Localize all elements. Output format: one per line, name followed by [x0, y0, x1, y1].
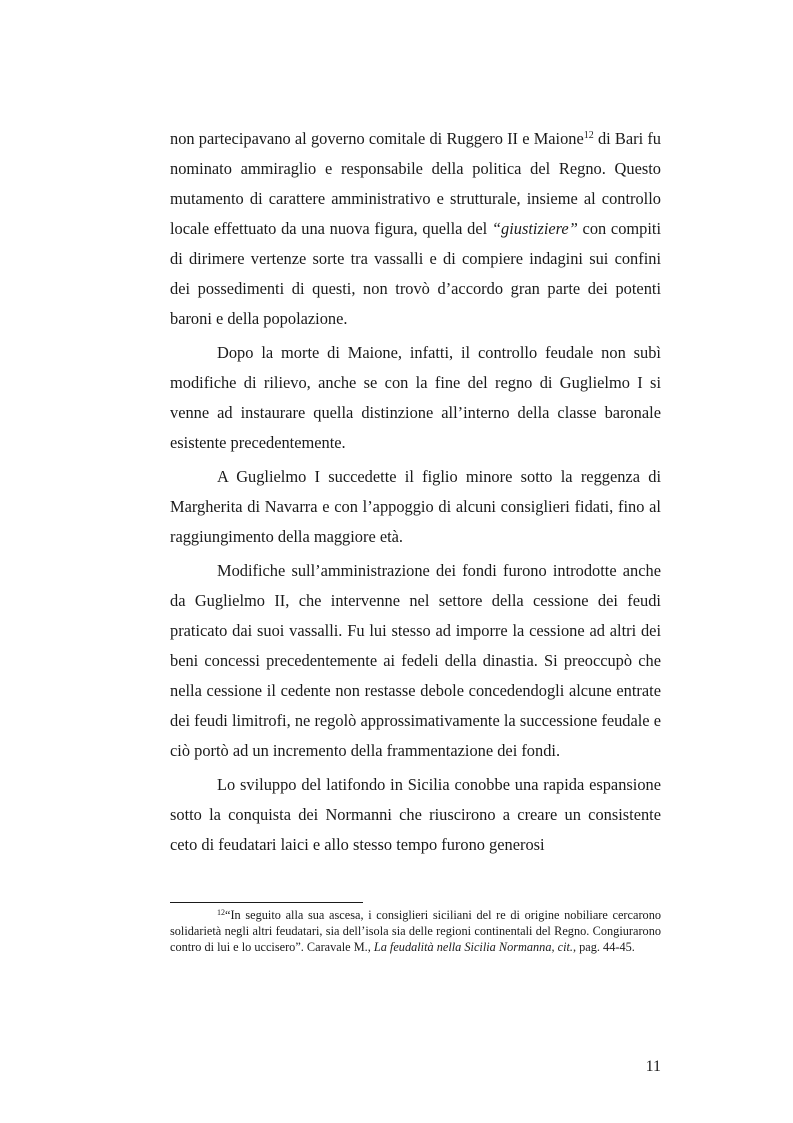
paragraph-1-text-c: con compiti di dirimere vertenze sorte tra vassalli e di compiere indagini sui confini dei possedimenti di questi, non trovò d’accordo gran parte dei potenti baroni e della popolazione. [170, 219, 662, 328]
paragraph-1-text-b: di Bari fu nominato ammiraglio e responsabile della politica del Regno. Questo mutamento di carattere amministrativo e strutturale, insieme al controllo locale effettuato da una nuova figura, quella del [170, 129, 661, 238]
paragraph-2: Dopo la morte di Maione, infatti, il controllo feudale non subì modifiche di rilievo, anche se con la fine del regno di Guglielmo I si venne ad instaurare quella distinzione all’interno della classe baronale esistente precedentemente. [170, 343, 661, 452]
footnote-text: “In seguito alla sua ascesa, i consiglieri siciliani del re di origine nobiliare cercarono solidarietà negli altri feudatari, sia dell’isola sia delle regioni continentali del Regno. Congiurarono contro di lui e lo uccisero”. Caravale M., [170, 908, 661, 954]
page-number: 11 [645, 1058, 661, 1075]
footnote-citation-title: La feudalità nella Sicilia Normanna, cit. [373, 940, 573, 954]
paragraph-4: Modifiche sull’amministrazione dei fondi furono introdotte anche da Guglielmo II, che intervenne nel settore della cessione dei feudi praticato dai suoi vassalli. Fu lui stesso ad imporre la cessione ad altri dei beni concessi precedentemente ai fedeli della dinastia. Si preoccupò che nella cessione il cedente non restasse debole concedendogli alcune entrate dei feudi limitrofi, ne regolò approssimativamente la successione feudale e ciò portò ad un incremento della frammentazione dei fondi. [170, 561, 661, 760]
paragraph-1 [170, 124, 661, 334]
page-body [170, 124, 661, 860]
footnote-number: 12 [217, 908, 225, 917]
paragraph-3: A Guglielmo I succedette il figlio minore sotto la reggenza di Margherita di Navarra e con l’appoggio di alcuni consiglieri fidati, fino al raggiungimento della maggiore età. [170, 467, 661, 546]
paragraph-5: Lo sviluppo del latifondo in Sicilia conobbe una rapida espansione sotto la conquista dei Normanni che riuscirono a creare un consistente ceto di feudatari laici e allo stesso tempo furono generosi [170, 775, 661, 854]
footnote-separator [170, 902, 363, 903]
paragraph-1-text-a: non partecipavano al governo comitale di Ruggero II e Maione [170, 129, 584, 148]
footnote [170, 907, 661, 955]
footnote-reference[interactable]: 12 [583, 130, 594, 141]
italic-term: “giustiziere” [491, 219, 578, 238]
footnote-citation-pages: , pag. 44-45. [573, 940, 635, 954]
